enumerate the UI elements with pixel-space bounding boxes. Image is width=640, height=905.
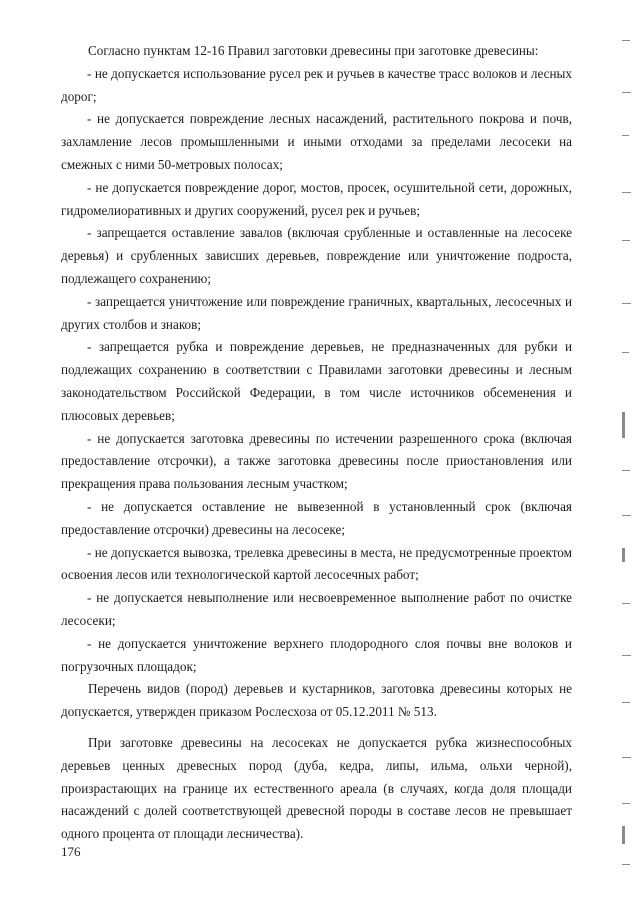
page-number: 176 xyxy=(61,844,81,859)
list-item: - не допускается вывозка, трелевка древесины в места, не предусмотренные проектом освоения лесов или технологической картой лесосечных работ; xyxy=(61,544,572,583)
scan-edge-marks xyxy=(618,0,640,905)
list-item: - запрещается уничтожение или повреждение граничных, квартальных, лесосечных и других столбов и знаков; xyxy=(61,293,572,332)
list-item: - не допускается повреждение дорог, мостов, просек, осушительной сети, дорожных, гидромелиоративных и других сооружений, русел рек и ручьев; xyxy=(61,179,572,218)
list-item: - не допускается использование русел рек и ручьев в качестве трасс волоков и лесных дорог; xyxy=(61,65,572,104)
list-item: - запрещается оставление завалов (включая срубленные и оставленные на лесосеке деревья) и срубленных зависших деревьев, повреждение или уничтожение подроста, подлежащего сохранению; xyxy=(61,225,572,286)
body-text xyxy=(61,40,572,846)
list-item: - запрещается рубка и повреждение деревьев, не предназначенных для рубки и подлежащих сохранению в соответствии с Правилами заготовки древесины и лесным законодательством Российской Федерации, в том числе источников обсеменения и плюсовых деревьев; xyxy=(61,339,572,423)
list-item: - не допускается повреждение лесных насаждений, растительного покрова и почв, захламление лесов промышленными и иными отходами за пределами лесосеки на смежных с ними 50-метровых полосах; xyxy=(61,111,572,172)
intro-paragraph: Согласно пунктам 12-16 Правил заготовки древесины при заготовке древесины: xyxy=(88,43,539,58)
list-item: - не допускается заготовка древесины по истечении разрешенного срока (включая предоставление отсрочки), а также заготовка древесины после приостановления или прекращения права пользования лесным участком; xyxy=(61,430,572,492)
species-paragraph: Перечень видов (пород) деревьев и кустарников, заготовка древесины которых не допускается, утвержден приказом Рослесхоза от 05.12.2011 № 513. xyxy=(61,681,572,720)
list-item: - не допускается уничтожение верхнего плодородного слоя почвы вне волоков и погрузочных площадок; xyxy=(61,635,572,674)
list-item: - не допускается невыполнение или несвоевременное выполнение работ по очистке лесосеки; xyxy=(61,590,572,628)
list-item: - не допускается оставление не вывезенной в установленный срок (включая предоставление отсрочки) древесины на лесосеке; xyxy=(61,498,572,537)
valuable-species-paragraph: При заготовке древесины на лесосеках не допускается рубка жизнеспособных деревьев ценных древесных пород (дуба, кедра, липы, ильма, ольхи черной), произрастающих на границе их естественного ареала (в случаях, когда доля площади насаждений с долей соответствующей древесной породы в составе лесов не превышает одного процента от площади лесничества). xyxy=(61,734,572,842)
